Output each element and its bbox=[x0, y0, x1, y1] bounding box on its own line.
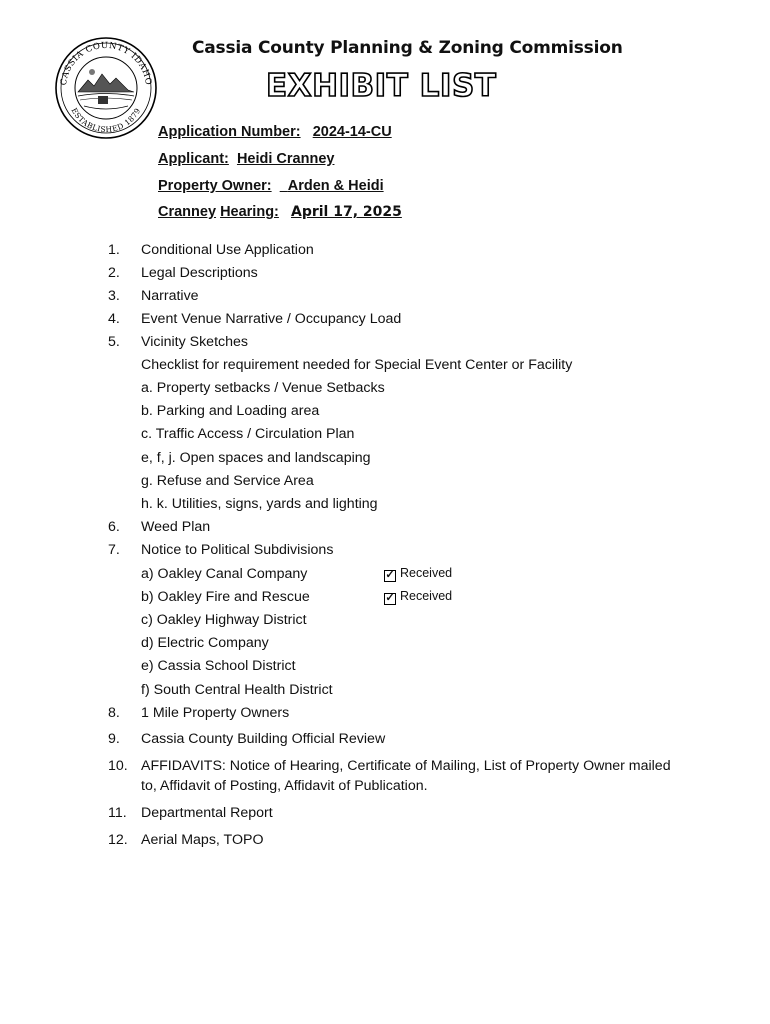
applicant-line bbox=[158, 151, 334, 167]
property-owner-label: Property Owner: bbox=[158, 178, 272, 194]
hearing-date: April 17, 2025 bbox=[290, 204, 402, 220]
county-seal bbox=[54, 36, 158, 140]
organization-title: Cassia County Planning & Zoning Commission bbox=[192, 38, 623, 58]
exhibit-list-title: EXHIBIT LIST bbox=[266, 68, 497, 104]
application-number-line bbox=[158, 124, 392, 140]
seal-top-text: CASSIA COUNTY IDAHO bbox=[58, 40, 154, 87]
property-owner-value-cont: Cranney bbox=[158, 204, 217, 220]
received-status: ✓ Received bbox=[385, 589, 453, 604]
hearing-label: Hearing: bbox=[220, 204, 279, 220]
received-status: ✓ Received bbox=[385, 566, 453, 581]
hearing-line bbox=[158, 204, 402, 220]
property-owner-value: Arden & Heidi bbox=[287, 178, 384, 194]
sub-list-item: a) Oakley Canal Company ✓ Received bbox=[141, 566, 453, 582]
seal-bottom-text: ESTABLISHED 1879 bbox=[69, 106, 143, 135]
application-number-value: 2024-14-CU bbox=[312, 124, 392, 140]
checkbox-checked-icon: ✓ bbox=[385, 592, 395, 604]
property-owner-line bbox=[158, 178, 384, 194]
applicant-value: Heidi Cranney bbox=[236, 151, 335, 167]
sub-list-item: b) Oakley Fire and Rescue ✓ Received bbox=[141, 589, 453, 605]
applicant-label: Applicant: bbox=[158, 151, 229, 167]
application-number-label: Application Number: bbox=[158, 124, 301, 140]
checkbox-checked-icon: ✓ bbox=[385, 569, 395, 581]
